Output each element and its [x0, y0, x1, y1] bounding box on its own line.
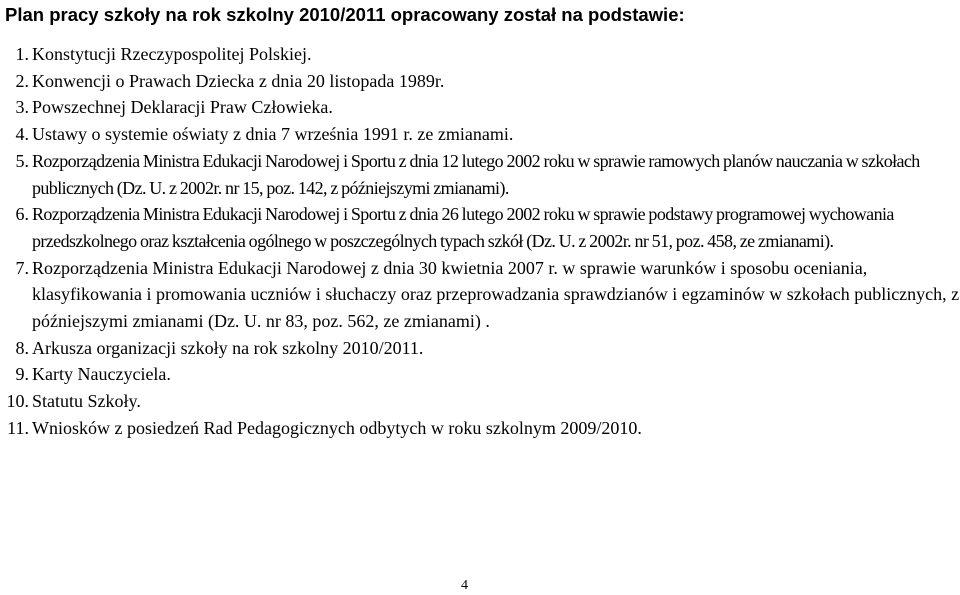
list-item — [0, 361, 960, 388]
list-item — [0, 415, 960, 442]
list-item-number: 1. — [15, 44, 29, 64]
list-item-number: 9. — [15, 364, 29, 385]
list-item-number: 7. — [15, 257, 29, 278]
list-item — [0, 201, 960, 254]
list-item — [0, 68, 960, 95]
list-item-text: Wniosków z posiedzeń Rad Pedagogicznych odbytych w roku szkolnym 2009/2010. — [32, 417, 642, 438]
list-item-number: 3. — [15, 97, 29, 118]
list-item — [0, 148, 960, 201]
list-item — [0, 335, 960, 362]
list-item-text: Konwencji o Prawach Dziecka z dnia 20 listopada 1989r. — [32, 70, 445, 91]
list-item-text: Arkusza organizacji szkoły na rok szkolny 2010/2011. — [32, 337, 424, 358]
list-item-text: Rozporządzenia Ministra Edukacji Narodowej i Sportu z dnia 26 lutego 2002 roku w sprawie podstawy programowej wychowania przedszkolnego oraz kształcenia ogólnego w poszczególnych typach szkół (Dz. U. z 2002r. nr 51, poz. 458, ze zmianami). — [32, 204, 894, 251]
list-item-text: Powszechnej Deklaracji Praw Człowieka. — [32, 97, 333, 118]
list-item-text: Karty Nauczyciela. — [32, 364, 171, 385]
list-item — [0, 255, 960, 335]
list-item-number: 2. — [15, 70, 29, 91]
list-item-number: 4. — [15, 124, 29, 145]
list-item-number: 5. — [15, 150, 29, 171]
list-item — [0, 41, 960, 68]
list-item-number: 6. — [15, 204, 29, 225]
list-item-text: Rozporządzenia Ministra Edukacji Narodowej z dnia 30 kwietnia 2007 r. w sprawie warunków i sposobu oceniania, klasyfikowania i promowania uczniów i słuchaczy oraz przeprowadzania sprawdzianów i egzaminów w szkołach publicznych, z późniejszymi zmianami (Dz. U. nr 83, poz. 562, ze zmianami) . — [32, 257, 960, 332]
list-item — [0, 121, 960, 148]
list-item — [0, 388, 960, 415]
list-item-number: 11. — [7, 417, 29, 438]
list-item-text: Konstytucji Rzeczypospolitej Polskiej. — [32, 44, 312, 64]
list-item-text: Ustawy o systemie oświaty z dnia 7 września 1991 r. ze zmianami. — [32, 124, 514, 145]
page-heading: Plan pracy szkoły na rok szkolny 2010/2011 opracowany został na podstawie: — [5, 4, 685, 25]
list-item-text: Rozporządzenia Ministra Edukacji Narodowej i Sportu z dnia 12 lutego 2002 roku w sprawie ramowych planów nauczania w szkołach publicznych (Dz. U. z 2002r. nr 15, poz. 142, z późniejszymi zmianami). — [32, 150, 920, 198]
list-item-text: Statutu Szkoły. — [32, 391, 141, 412]
list-item — [0, 94, 960, 121]
legal-basis-list — [0, 41, 960, 442]
list-item-number: 10. — [6, 391, 29, 412]
page-number: 4 — [461, 578, 468, 593]
list-item-number: 8. — [15, 337, 29, 358]
